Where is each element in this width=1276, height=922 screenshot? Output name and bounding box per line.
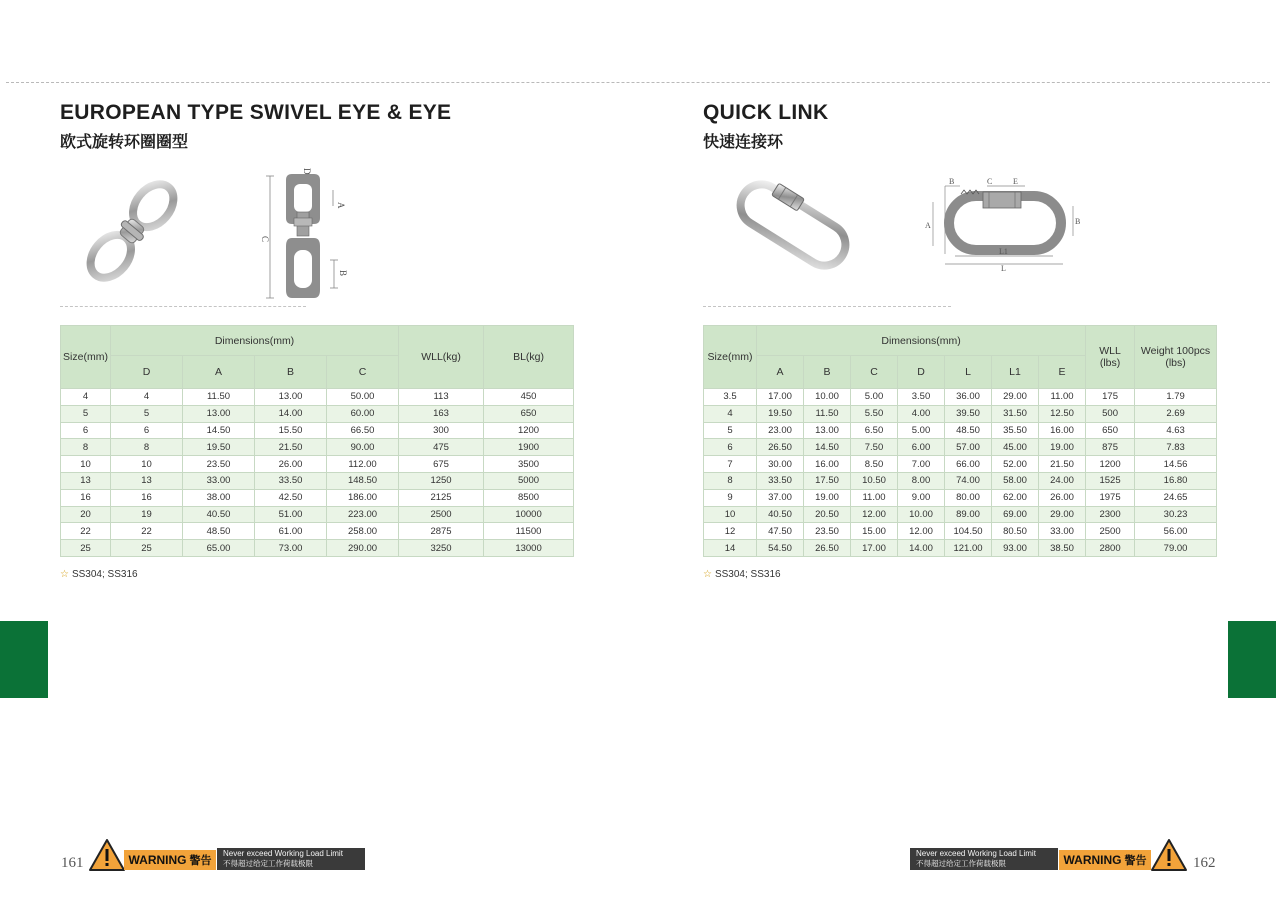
table-cell: 3250 (399, 540, 484, 557)
table-row (704, 489, 1217, 506)
table-cell: 1975 (1086, 489, 1135, 506)
table-cell: 40.50 (183, 506, 255, 523)
header-dim-col: D (898, 356, 945, 389)
table-row (61, 506, 574, 523)
table-cell: 14 (704, 540, 757, 557)
table-cell: 4 (61, 389, 111, 406)
table-cell: 21.50 (1039, 456, 1086, 473)
material-note (703, 569, 781, 580)
table-cell: 56.00 (1135, 523, 1217, 540)
table-cell: 5.00 (851, 389, 898, 406)
table-cell: 57.00 (945, 439, 992, 456)
table-cell: 38.50 (1039, 540, 1086, 557)
table-cell: 875 (1086, 439, 1135, 456)
table-cell: 2800 (1086, 540, 1135, 557)
section-divider (703, 306, 951, 307)
swivel-spec-table (60, 325, 574, 557)
table-cell: 48.50 (183, 523, 255, 540)
table-cell: 17.00 (757, 389, 804, 406)
header-dim-col: L1 (992, 356, 1039, 389)
header-dim-col: E (1039, 356, 1086, 389)
table-cell: 500 (1086, 405, 1135, 422)
drawing-label-l1: L1 (999, 247, 1008, 256)
table-cell: 16.00 (804, 456, 851, 473)
table-cell: 69.00 (992, 506, 1039, 523)
table-cell: 37.00 (757, 489, 804, 506)
table-cell: 13 (61, 472, 111, 489)
warning-label: WARNING (128, 853, 187, 867)
table-cell: 19.00 (1039, 439, 1086, 456)
table-cell: 300 (399, 422, 484, 439)
header-weight-line2: (lbs) (1165, 357, 1186, 369)
table-cell: 93.00 (992, 540, 1039, 557)
table-cell: 9 (704, 489, 757, 506)
drawing-label-a: A (336, 202, 346, 209)
table-cell: 74.00 (945, 472, 992, 489)
table-cell: 175 (1086, 389, 1135, 406)
table-cell: 33.50 (757, 472, 804, 489)
product-title-en: EUROPEAN TYPE SWIVEL EYE & EYE (60, 101, 452, 124)
table-cell: 73.00 (255, 540, 327, 557)
header-wll-line1: WLL (1099, 345, 1121, 357)
table-cell: 23.50 (183, 456, 255, 473)
warning-message (217, 848, 365, 870)
table-cell: 16.80 (1135, 472, 1217, 489)
table-row (61, 489, 574, 506)
table-cell: 29.00 (992, 389, 1039, 406)
table-row (61, 523, 574, 540)
table-cell: 4.63 (1135, 422, 1217, 439)
quick-link-table-body (704, 389, 1217, 557)
star-icon: ☆ (60, 569, 69, 580)
table-cell: 12 (704, 523, 757, 540)
table-cell: 25 (61, 540, 111, 557)
table-cell: 186.00 (327, 489, 399, 506)
table-cell: 16.00 (1039, 422, 1086, 439)
table-cell: 20.50 (804, 506, 851, 523)
table-cell: 1250 (399, 472, 484, 489)
chapter-tab (1228, 621, 1276, 698)
table-cell: 121.00 (945, 540, 992, 557)
quick-link-photo (725, 174, 861, 276)
table-cell: 1200 (484, 422, 574, 439)
table-row (704, 472, 1217, 489)
table-cell: 163 (399, 405, 484, 422)
table-row (704, 456, 1217, 473)
drawing-label-e: E (1013, 177, 1018, 186)
swivel-photo (70, 172, 195, 290)
product-title-cn: 欧式旋转环圈圈型 (60, 132, 189, 151)
quick-link-drawing (925, 176, 1085, 274)
table-cell: 45.00 (992, 439, 1039, 456)
table-cell: 19.50 (757, 405, 804, 422)
warning-badge (124, 850, 216, 870)
table-cell: 5 (111, 405, 183, 422)
material-text: SS304; SS316 (71, 569, 138, 580)
table-cell: 290.00 (327, 540, 399, 557)
material-text: SS304; SS316 (714, 569, 781, 580)
table-cell: 11.50 (804, 405, 851, 422)
table-cell: 11.50 (183, 389, 255, 406)
table-cell: 10 (704, 506, 757, 523)
warning-label-cn: 警告 (189, 854, 212, 867)
table-cell: 5000 (484, 472, 574, 489)
table-cell: 6.00 (898, 439, 945, 456)
header-dim-col: B (804, 356, 851, 389)
header-dim-col: D (111, 356, 183, 389)
table-cell: 24.00 (1039, 472, 1086, 489)
table-cell: 1525 (1086, 472, 1135, 489)
table-cell: 2500 (1086, 523, 1135, 540)
header-dim-col: B (255, 356, 327, 389)
table-cell: 5 (61, 405, 111, 422)
table-cell: 16 (61, 489, 111, 506)
warning-text-en: Never exceed Working Load Limit (916, 849, 1036, 858)
table-row (61, 389, 574, 406)
table-cell: 475 (399, 439, 484, 456)
table-cell: 61.00 (255, 523, 327, 540)
table-cell: 5.00 (898, 422, 945, 439)
table-cell: 47.50 (757, 523, 804, 540)
table-cell: 4.00 (898, 405, 945, 422)
swivel-table-body (61, 389, 574, 557)
product-title-en: QUICK LINK (703, 101, 829, 124)
table-cell: 31.50 (992, 405, 1039, 422)
table-cell: 5.50 (851, 405, 898, 422)
drawing-label-b2: B (1075, 217, 1081, 226)
table-cell: 650 (484, 405, 574, 422)
table-cell: 148.50 (327, 472, 399, 489)
table-cell: 39.50 (945, 405, 992, 422)
table-cell: 13000 (484, 540, 574, 557)
table-cell: 50.00 (327, 389, 399, 406)
table-cell: 10.00 (804, 389, 851, 406)
table-cell: 19.00 (804, 489, 851, 506)
warning-triangle-icon (1150, 838, 1188, 872)
table-cell: 80.00 (945, 489, 992, 506)
table-cell: 62.00 (992, 489, 1039, 506)
drawing-label-b: B (949, 177, 955, 186)
table-cell: 14.50 (183, 422, 255, 439)
table-cell: 26.50 (804, 540, 851, 557)
warning-text-cn: 不得超过给定工作荷载极限 (916, 859, 1006, 868)
table-row (61, 405, 574, 422)
header-size: Size(mm) (61, 326, 111, 389)
drawing-label-a: A (925, 221, 931, 230)
table-cell: 21.50 (255, 439, 327, 456)
drawing-label-d: D (302, 168, 312, 175)
table-cell: 65.00 (183, 540, 255, 557)
table-row (704, 439, 1217, 456)
header-dim-col: A (757, 356, 804, 389)
table-cell: 6 (61, 422, 111, 439)
table-cell: 23.00 (757, 422, 804, 439)
table-cell: 9.00 (898, 489, 945, 506)
table-cell: 15.50 (255, 422, 327, 439)
table-cell: 33.00 (183, 472, 255, 489)
table-cell: 11.00 (851, 489, 898, 506)
table-cell: 26.00 (1039, 489, 1086, 506)
table-cell: 12.00 (851, 506, 898, 523)
table-cell: 258.00 (327, 523, 399, 540)
table-row (61, 456, 574, 473)
table-cell: 10 (111, 456, 183, 473)
table-cell: 7.00 (898, 456, 945, 473)
table-cell: 675 (399, 456, 484, 473)
table-row (61, 540, 574, 557)
table-cell: 22 (111, 523, 183, 540)
table-cell: 24.65 (1135, 489, 1217, 506)
table-cell: 1900 (484, 439, 574, 456)
table-row (61, 472, 574, 489)
table-cell: 89.00 (945, 506, 992, 523)
table-cell: 10.50 (851, 472, 898, 489)
table-cell: 16 (111, 489, 183, 506)
table-cell: 5 (704, 422, 757, 439)
product-title-cn: 快速连接环 (703, 132, 784, 151)
table-cell: 20 (61, 506, 111, 523)
warning-badge (1059, 850, 1151, 870)
table-row (704, 540, 1217, 557)
table-cell: 113 (399, 389, 484, 406)
table-cell: 450 (484, 389, 574, 406)
table-cell: 51.00 (255, 506, 327, 523)
chapter-tab (0, 621, 48, 698)
table-cell: 6.50 (851, 422, 898, 439)
table-cell: 26.00 (255, 456, 327, 473)
table-cell: 12.00 (898, 523, 945, 540)
table-cell: 2300 (1086, 506, 1135, 523)
table-row (704, 422, 1217, 439)
table-cell: 14.56 (1135, 456, 1217, 473)
drawing-label-l: L (1001, 264, 1006, 273)
table-cell: 36.00 (945, 389, 992, 406)
table-cell: 17.00 (851, 540, 898, 557)
table-cell: 48.50 (945, 422, 992, 439)
star-icon: ☆ (703, 569, 712, 580)
table-cell: 1200 (1086, 456, 1135, 473)
table-cell: 60.00 (327, 405, 399, 422)
page-number: 162 (1193, 855, 1216, 871)
table-cell: 10 (61, 456, 111, 473)
table-row (61, 439, 574, 456)
table-cell: 35.50 (992, 422, 1039, 439)
table-cell: 3.50 (898, 389, 945, 406)
table-cell: 2500 (399, 506, 484, 523)
table-cell: 13 (111, 472, 183, 489)
warning-text-en: Never exceed Working Load Limit (223, 849, 343, 858)
table-cell: 30.00 (757, 456, 804, 473)
table-cell: 4 (704, 405, 757, 422)
warning-text-cn: 不得超过给定工作荷载极限 (223, 859, 313, 868)
table-cell: 8 (704, 472, 757, 489)
table-cell: 1.79 (1135, 389, 1217, 406)
page-number: 161 (61, 855, 84, 871)
table-cell: 22 (61, 523, 111, 540)
table-cell: 2875 (399, 523, 484, 540)
table-row (704, 523, 1217, 540)
table-cell: 40.50 (757, 506, 804, 523)
table-cell: 3500 (484, 456, 574, 473)
quick-link-spec-table (703, 325, 1217, 557)
table-cell: 58.00 (992, 472, 1039, 489)
section-divider (60, 306, 306, 307)
table-cell: 19 (111, 506, 183, 523)
table-cell: 13.00 (804, 422, 851, 439)
table-cell: 10.00 (898, 506, 945, 523)
table-cell: 11500 (484, 523, 574, 540)
table-cell: 14.50 (804, 439, 851, 456)
drawing-label-c: C (987, 177, 993, 186)
header-wll: WLL(kg) (399, 326, 484, 389)
drawing-label-b: B (338, 270, 348, 277)
table-cell: 8 (61, 439, 111, 456)
table-cell: 8.00 (898, 472, 945, 489)
table-cell: 54.50 (757, 540, 804, 557)
header-wll (1086, 326, 1135, 389)
table-cell: 90.00 (327, 439, 399, 456)
table-cell: 33.00 (1039, 523, 1086, 540)
table-cell: 79.00 (1135, 540, 1217, 557)
table-cell: 38.00 (183, 489, 255, 506)
table-cell: 15.00 (851, 523, 898, 540)
drawing-label-c: C (260, 236, 270, 243)
table-cell: 13.00 (255, 389, 327, 406)
header-weight-line1: Weight 100pcs (1140, 345, 1211, 357)
header-wll-line2: (lbs) (1099, 357, 1121, 369)
table-row (704, 506, 1217, 523)
table-cell: 42.50 (255, 489, 327, 506)
table-cell: 7 (704, 456, 757, 473)
table-cell: 223.00 (327, 506, 399, 523)
table-cell: 26.50 (757, 439, 804, 456)
table-cell: 66.50 (327, 422, 399, 439)
header-bl: BL(kg) (484, 326, 574, 389)
warning-label: WARNING (1063, 853, 1122, 867)
table-cell: 112.00 (327, 456, 399, 473)
table-row (61, 422, 574, 439)
table-cell: 33.50 (255, 472, 327, 489)
material-note (60, 569, 138, 580)
table-cell: 7.50 (851, 439, 898, 456)
header-dimensions: Dimensions(mm) (757, 326, 1086, 356)
table-cell: 2125 (399, 489, 484, 506)
table-cell: 6 (111, 422, 183, 439)
table-cell: 7.83 (1135, 439, 1217, 456)
table-cell: 6 (704, 439, 757, 456)
table-cell: 8 (111, 439, 183, 456)
table-cell: 13.00 (183, 405, 255, 422)
table-cell: 14.00 (898, 540, 945, 557)
table-row (704, 389, 1217, 406)
table-cell: 14.00 (255, 405, 327, 422)
warning-triangle-icon (88, 838, 126, 872)
header-dim-col: A (183, 356, 255, 389)
table-cell: 29.00 (1039, 506, 1086, 523)
table-cell: 4 (111, 389, 183, 406)
table-cell: 12.50 (1039, 405, 1086, 422)
table-cell: 80.50 (992, 523, 1039, 540)
header-weight (1135, 326, 1217, 389)
warning-message (910, 848, 1058, 870)
header-dimensions: Dimensions(mm) (111, 326, 399, 356)
table-cell: 30.23 (1135, 506, 1217, 523)
table-cell: 10000 (484, 506, 574, 523)
header-dim-col: L (945, 356, 992, 389)
swivel-drawing (258, 160, 358, 302)
table-cell: 23.50 (804, 523, 851, 540)
table-cell: 650 (1086, 422, 1135, 439)
header-size: Size(mm) (704, 326, 757, 389)
warning-label-cn: 警告 (1124, 854, 1147, 867)
table-cell: 66.00 (945, 456, 992, 473)
table-cell: 19.50 (183, 439, 255, 456)
header-dim-col: C (327, 356, 399, 389)
table-cell: 17.50 (804, 472, 851, 489)
table-cell: 2.69 (1135, 405, 1217, 422)
table-cell: 104.50 (945, 523, 992, 540)
table-cell: 52.00 (992, 456, 1039, 473)
table-cell: 8500 (484, 489, 574, 506)
page-162 (643, 0, 1276, 922)
table-cell: 3.5 (704, 389, 757, 406)
table-cell: 25 (111, 540, 183, 557)
table-row (704, 405, 1217, 422)
table-cell: 11.00 (1039, 389, 1086, 406)
table-cell: 8.50 (851, 456, 898, 473)
header-dim-col: C (851, 356, 898, 389)
